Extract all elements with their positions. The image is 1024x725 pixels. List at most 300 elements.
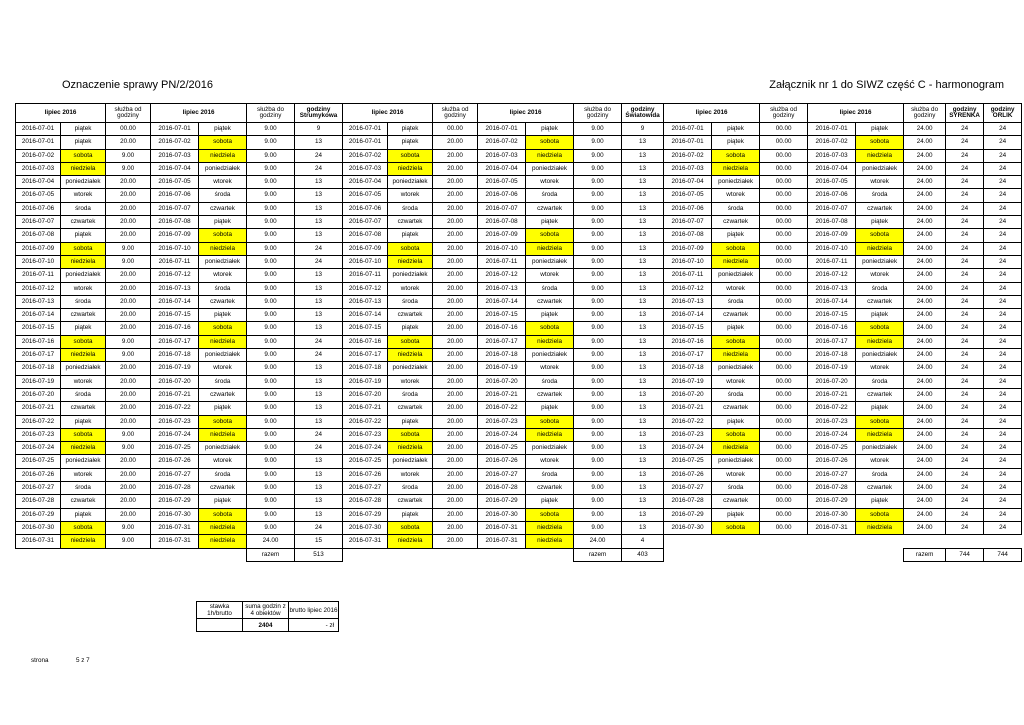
table-cell	[904, 535, 946, 548]
table-cell: piątek	[526, 216, 574, 229]
table-cell: sobota	[61, 521, 106, 534]
table-cell: 13	[295, 375, 343, 388]
table-cell: 2016-07-10	[151, 242, 199, 255]
table-cell: 2016-07-03	[151, 149, 199, 162]
table-cell: wtorek	[712, 189, 760, 202]
table-cell: 9.00	[247, 162, 295, 175]
table-cell: 9.00	[247, 176, 295, 189]
table-cell: 24.00	[904, 349, 946, 362]
table-cell: 2016-07-06	[151, 189, 199, 202]
table-cell: 9.00	[574, 442, 622, 455]
table-cell: sobota	[388, 242, 433, 255]
table-cell: 2016-07-11	[478, 255, 526, 268]
table-cell: 20.00	[433, 521, 478, 534]
table-cell: 9.00	[247, 242, 295, 255]
table-cell: 24	[946, 282, 984, 295]
table-cell: 9.00	[574, 402, 622, 415]
table-cell: 24.00	[904, 322, 946, 335]
column-header: lipiec 2016	[151, 104, 247, 123]
table-cell: 2016-07-11	[808, 255, 856, 268]
table-cell: 00.00	[760, 349, 808, 362]
table-cell: niedziela	[856, 521, 904, 534]
table-cell: 13	[622, 455, 664, 468]
table-cell: 00.00	[760, 202, 808, 215]
table-cell: czwartek	[712, 309, 760, 322]
table-cell: 24	[984, 216, 1022, 229]
column-header: służba do godziny	[904, 104, 946, 123]
table-row	[16, 402, 1022, 415]
table-cell: 2016-07-27	[151, 468, 199, 481]
table-cell: 00.00	[760, 216, 808, 229]
column-header: służba do godziny	[247, 104, 295, 123]
table-cell: 2016-07-18	[664, 362, 712, 375]
table-cell: poniedziałek	[712, 362, 760, 375]
table-cell: wtorek	[856, 176, 904, 189]
table-cell: 2016-07-10	[478, 242, 526, 255]
table-cell: 2016-07-01	[16, 123, 61, 136]
table-cell: 13	[622, 428, 664, 441]
table-cell: 00.00	[760, 149, 808, 162]
table-cell: czwartek	[61, 402, 106, 415]
table-cell: 20.00	[433, 309, 478, 322]
table-cell: 00.00	[760, 362, 808, 375]
table-cell: 2016-07-28	[16, 495, 61, 508]
table-cell: 2016-07-18	[16, 362, 61, 375]
table-cell: 9.00	[574, 255, 622, 268]
table-cell: czwartek	[388, 216, 433, 229]
table-cell: środa	[526, 468, 574, 481]
table-cell: 20.00	[433, 242, 478, 255]
table-cell: 13	[622, 335, 664, 348]
table-cell: 2016-07-06	[16, 202, 61, 215]
table-cell: niedziela	[526, 535, 574, 548]
table-cell: 2016-07-23	[16, 428, 61, 441]
table-cell: 20.00	[106, 229, 151, 242]
table-cell: 9.00	[247, 123, 295, 136]
table-cell: 2016-07-11	[151, 255, 199, 268]
table-cell: 24.00	[904, 521, 946, 534]
table-cell: poniedziałek	[856, 162, 904, 175]
table-cell: poniedziałek	[526, 349, 574, 362]
table-cell: 00.00	[760, 295, 808, 308]
table-cell: poniedziałek	[856, 442, 904, 455]
table-cell: czwartek	[712, 402, 760, 415]
table-cell: 2016-07-30	[16, 521, 61, 534]
table-cell	[856, 535, 904, 548]
table-cell: 24	[946, 521, 984, 534]
table-cell: 2016-07-14	[808, 295, 856, 308]
table-row	[16, 162, 1022, 175]
table-cell: 24.00	[904, 229, 946, 242]
table-cell: 24.00	[904, 415, 946, 428]
table-cell: 20.00	[106, 309, 151, 322]
table-cell: 2016-07-18	[343, 362, 388, 375]
table-cell: poniedziałek	[712, 455, 760, 468]
table-cell: 2016-07-04	[343, 176, 388, 189]
table-cell: 20.00	[433, 442, 478, 455]
table-cell: 13	[622, 269, 664, 282]
table-cell: sobota	[388, 521, 433, 534]
table-cell: 2016-07-27	[808, 468, 856, 481]
table-cell: 9.00	[247, 255, 295, 268]
table-cell: 24	[295, 149, 343, 162]
table-cell: 9.00	[574, 508, 622, 521]
table-cell: 2016-07-30	[151, 508, 199, 521]
table-cell: 13	[622, 415, 664, 428]
table-cell: 24	[295, 521, 343, 534]
table-cell: 2016-07-14	[16, 309, 61, 322]
table-cell: 13	[295, 176, 343, 189]
table-cell: 2016-07-29	[808, 495, 856, 508]
table-cell: 2016-07-07	[808, 202, 856, 215]
table-cell: poniedziałek	[712, 269, 760, 282]
table-cell: 9.00	[574, 149, 622, 162]
attachment-title: Załącznik nr 1 do SIWZ część C - harmonogram	[769, 79, 1004, 91]
table-cell: sobota	[61, 428, 106, 441]
table-cell: 9.00	[247, 521, 295, 534]
table-cell: 24	[984, 176, 1022, 189]
table-cell: 2016-07-20	[151, 375, 199, 388]
table-cell: 13	[295, 468, 343, 481]
table-cell: 24.00	[904, 176, 946, 189]
table-cell: sobota	[199, 508, 247, 521]
table-cell: sobota	[388, 335, 433, 348]
table-cell: 24.00	[904, 362, 946, 375]
table-cell: wtorek	[199, 176, 247, 189]
table-cell: 13	[295, 136, 343, 149]
table-cell: 24	[295, 255, 343, 268]
table-cell: 9.00	[247, 468, 295, 481]
table-cell: 2016-07-09	[664, 242, 712, 255]
table-cell: 2016-07-01	[808, 123, 856, 136]
totals-label: razem	[247, 548, 295, 561]
table-cell: 9.00	[247, 309, 295, 322]
table-cell: 2016-07-13	[808, 282, 856, 295]
table-row	[16, 508, 1022, 521]
table-cell: 20.00	[106, 295, 151, 308]
page-number: 5 z 7	[76, 657, 90, 664]
table-cell: 20.00	[433, 189, 478, 202]
table-cell: 24.00	[904, 216, 946, 229]
table-cell: 13	[622, 309, 664, 322]
table-cell: 2016-07-24	[16, 442, 61, 455]
table-cell: 2016-07-09	[808, 229, 856, 242]
table-cell: 9.00	[247, 362, 295, 375]
table-cell: 2016-07-31	[478, 535, 526, 548]
table-cell: 2016-07-12	[664, 282, 712, 295]
table-cell: 20.00	[106, 202, 151, 215]
table-cell: 2016-07-15	[16, 322, 61, 335]
table-cell: 20.00	[433, 402, 478, 415]
table-cell: 2016-07-30	[808, 508, 856, 521]
table-cell: 2016-07-22	[808, 402, 856, 415]
table-cell: 24	[946, 375, 984, 388]
table-cell: 13	[295, 415, 343, 428]
table-cell: niedziela	[199, 521, 247, 534]
table-cell: 24.00	[904, 495, 946, 508]
table-cell: 2016-07-17	[151, 335, 199, 348]
table-cell: niedziela	[388, 442, 433, 455]
table-cell: 2016-07-02	[808, 136, 856, 149]
table-cell: 2016-07-07	[16, 216, 61, 229]
column-header: lipiec 2016	[808, 104, 904, 123]
table-cell: 13	[295, 388, 343, 401]
table-cell: 13	[622, 322, 664, 335]
table-cell: niedziela	[61, 255, 106, 268]
table-cell: 2016-07-31	[478, 521, 526, 534]
table-cell: 24	[984, 468, 1022, 481]
table-cell: 24	[984, 349, 1022, 362]
table-cell: 9.00	[574, 282, 622, 295]
table-cell: 9.00	[574, 388, 622, 401]
table-cell: 2016-07-21	[664, 402, 712, 415]
table-cell: sobota	[199, 136, 247, 149]
table-row	[16, 468, 1022, 481]
table-cell: 2016-07-20	[343, 388, 388, 401]
table-row	[16, 202, 1022, 215]
table-cell: 00.00	[760, 162, 808, 175]
table-cell: 9.00	[574, 375, 622, 388]
table-cell: wtorek	[388, 375, 433, 388]
table-cell: 2016-07-28	[151, 482, 199, 495]
table-row	[16, 415, 1022, 428]
table-cell: 2016-07-13	[343, 295, 388, 308]
table-cell: 2016-07-02	[151, 136, 199, 149]
table-cell: 2016-07-26	[151, 455, 199, 468]
table-cell: czwartek	[199, 295, 247, 308]
table-cell: 2016-07-08	[808, 216, 856, 229]
table-cell: poniedziałek	[388, 362, 433, 375]
table-cell: 24	[946, 508, 984, 521]
table-cell: 2016-07-30	[664, 521, 712, 534]
table-cell: 20.00	[433, 176, 478, 189]
table-cell: 24	[946, 415, 984, 428]
table-row	[16, 189, 1022, 202]
table-row	[16, 322, 1022, 335]
table-cell: 2016-07-21	[343, 402, 388, 415]
table-cell: poniedziałek	[61, 455, 106, 468]
total-hours-value: 2404	[243, 619, 289, 632]
table-row	[16, 229, 1022, 242]
table-cell: sobota	[712, 335, 760, 348]
table-cell: środa	[388, 388, 433, 401]
table-cell: 2016-07-01	[478, 123, 526, 136]
table-cell: niedziela	[199, 535, 247, 548]
table-cell: 20.00	[433, 428, 478, 441]
table-cell: 13	[622, 362, 664, 375]
table-cell: 24	[946, 309, 984, 322]
table-cell: 2016-07-22	[343, 415, 388, 428]
table-cell: 2016-07-28	[808, 482, 856, 495]
table-row	[16, 216, 1022, 229]
table-cell: poniedziałek	[199, 349, 247, 362]
totals-row	[16, 548, 1022, 561]
table-cell: 9.00	[106, 521, 151, 534]
column-header: godziny Strumykowa	[295, 104, 343, 123]
table-cell: 2016-07-29	[664, 508, 712, 521]
table-cell: 00.00	[760, 521, 808, 534]
table-cell	[808, 535, 856, 548]
table-cell: piątek	[199, 216, 247, 229]
table-cell: niedziela	[856, 242, 904, 255]
table-cell: 24	[984, 309, 1022, 322]
table-cell: 00.00	[760, 269, 808, 282]
table-cell: 2016-07-07	[151, 202, 199, 215]
table-cell: piątek	[388, 508, 433, 521]
table-cell: 9.00	[574, 136, 622, 149]
table-cell: piątek	[61, 508, 106, 521]
table-cell: 2016-07-01	[343, 136, 388, 149]
table-cell: 20.00	[433, 375, 478, 388]
table-cell: 2016-07-07	[478, 202, 526, 215]
table-row	[16, 149, 1022, 162]
table-cell: 20.00	[106, 375, 151, 388]
rate-value[interactable]	[197, 619, 243, 632]
table-cell: 2016-07-14	[343, 309, 388, 322]
page-label: strona	[31, 657, 49, 664]
table-cell: 2016-07-06	[343, 202, 388, 215]
table-cell: poniedziałek	[199, 442, 247, 455]
table-cell: 24	[295, 162, 343, 175]
table-cell: 2016-07-08	[343, 229, 388, 242]
table-cell: 2016-07-13	[478, 282, 526, 295]
table-cell: 13	[622, 508, 664, 521]
table-cell: 24	[295, 442, 343, 455]
table-cell: 2016-07-05	[808, 176, 856, 189]
table-cell: niedziela	[199, 335, 247, 348]
table-cell: 2016-07-21	[151, 388, 199, 401]
table-cell: wtorek	[388, 282, 433, 295]
table-cell: czwartek	[526, 482, 574, 495]
table-cell: 24	[946, 229, 984, 242]
table-cell: 00.00	[760, 415, 808, 428]
table-cell: 24	[984, 162, 1022, 175]
table-cell: piątek	[526, 309, 574, 322]
table-cell: piątek	[61, 229, 106, 242]
table-cell: 24	[946, 202, 984, 215]
table-cell: 24.00	[904, 402, 946, 415]
table-cell: 2016-07-13	[16, 295, 61, 308]
table-cell: piątek	[199, 123, 247, 136]
table-cell: 2016-07-24	[478, 428, 526, 441]
table-cell: wtorek	[61, 468, 106, 481]
table-cell: 2016-07-13	[664, 295, 712, 308]
column-header: służba do godziny	[574, 104, 622, 123]
table-cell: piątek	[712, 415, 760, 428]
table-cell: 9.00	[574, 482, 622, 495]
table-cell: czwartek	[199, 202, 247, 215]
table-cell: 24.00	[904, 295, 946, 308]
table-cell: 9.00	[106, 149, 151, 162]
table-cell: 2016-07-21	[808, 388, 856, 401]
table-cell: 2016-07-16	[808, 322, 856, 335]
table-cell: 9.00	[247, 335, 295, 348]
table-cell: wtorek	[526, 362, 574, 375]
table-cell: 24	[946, 176, 984, 189]
table-cell: piątek	[388, 415, 433, 428]
table-cell: piątek	[61, 123, 106, 136]
table-cell: 2016-07-19	[151, 362, 199, 375]
table-cell: 9.00	[574, 309, 622, 322]
table-cell: 9	[622, 123, 664, 136]
table-cell: 2016-07-27	[343, 482, 388, 495]
table-cell: niedziela	[856, 149, 904, 162]
table-cell: 13	[295, 362, 343, 375]
table-cell: niedziela	[526, 335, 574, 348]
table-cell: poniedziałek	[388, 269, 433, 282]
table-cell: 24	[946, 362, 984, 375]
table-cell: 9.00	[247, 349, 295, 362]
table-cell: 13	[622, 136, 664, 149]
table-cell: wtorek	[712, 468, 760, 481]
table-cell: 2016-07-10	[343, 255, 388, 268]
table-cell: 00.00	[760, 482, 808, 495]
table-cell: 24.00	[904, 335, 946, 348]
column-header: służba od godziny	[106, 104, 151, 123]
table-cell: niedziela	[712, 255, 760, 268]
table-cell: czwartek	[388, 309, 433, 322]
table-cell: 2016-07-12	[478, 269, 526, 282]
table-cell: 2016-07-28	[478, 482, 526, 495]
table-cell: czwartek	[388, 402, 433, 415]
table-cell: 20.00	[433, 468, 478, 481]
table-row	[16, 482, 1022, 495]
column-header: godziny ORLIK	[984, 104, 1022, 123]
table-cell: 13	[622, 442, 664, 455]
table-cell: 2016-07-31	[16, 535, 61, 548]
table-cell: 20.00	[106, 468, 151, 481]
table-cell: 9.00	[574, 455, 622, 468]
table-cell: 2016-07-06	[478, 189, 526, 202]
table-cell: 9.00	[247, 442, 295, 455]
table-cell: 20.00	[433, 455, 478, 468]
table-cell: 2016-07-20	[16, 388, 61, 401]
table-cell: 9.00	[247, 295, 295, 308]
table-cell: 2016-07-20	[808, 375, 856, 388]
table-cell: czwartek	[526, 202, 574, 215]
table-cell: piątek	[856, 402, 904, 415]
table-cell: środa	[712, 295, 760, 308]
totals-value: 403	[622, 548, 664, 561]
table-cell: 24	[984, 136, 1022, 149]
table-cell: piątek	[712, 322, 760, 335]
table-cell: 9.00	[574, 269, 622, 282]
table-cell: 13	[295, 508, 343, 521]
table-cell: 00.00	[760, 176, 808, 189]
table-cell: 24	[946, 442, 984, 455]
table-cell: 9.00	[247, 495, 295, 508]
table-cell: 20.00	[433, 508, 478, 521]
table-cell: 2016-07-11	[343, 269, 388, 282]
table-cell: 9.00	[247, 428, 295, 441]
table-cell: 2016-07-25	[16, 455, 61, 468]
table-cell: 2016-07-15	[664, 322, 712, 335]
table-row	[16, 335, 1022, 348]
table-cell: wtorek	[856, 455, 904, 468]
table-cell: wtorek	[199, 362, 247, 375]
table-cell: poniedziałek	[856, 255, 904, 268]
table-cell: piątek	[526, 123, 574, 136]
table-cell: 20.00	[433, 295, 478, 308]
table-cell: 2016-07-23	[343, 428, 388, 441]
table-cell: 2016-07-17	[343, 349, 388, 362]
table-cell: 24.00	[904, 162, 946, 175]
table-cell: 24.00	[904, 375, 946, 388]
table-cell: 24	[946, 349, 984, 362]
table-row	[16, 282, 1022, 295]
table-cell: 24.00	[904, 482, 946, 495]
table-cell: 9.00	[247, 189, 295, 202]
